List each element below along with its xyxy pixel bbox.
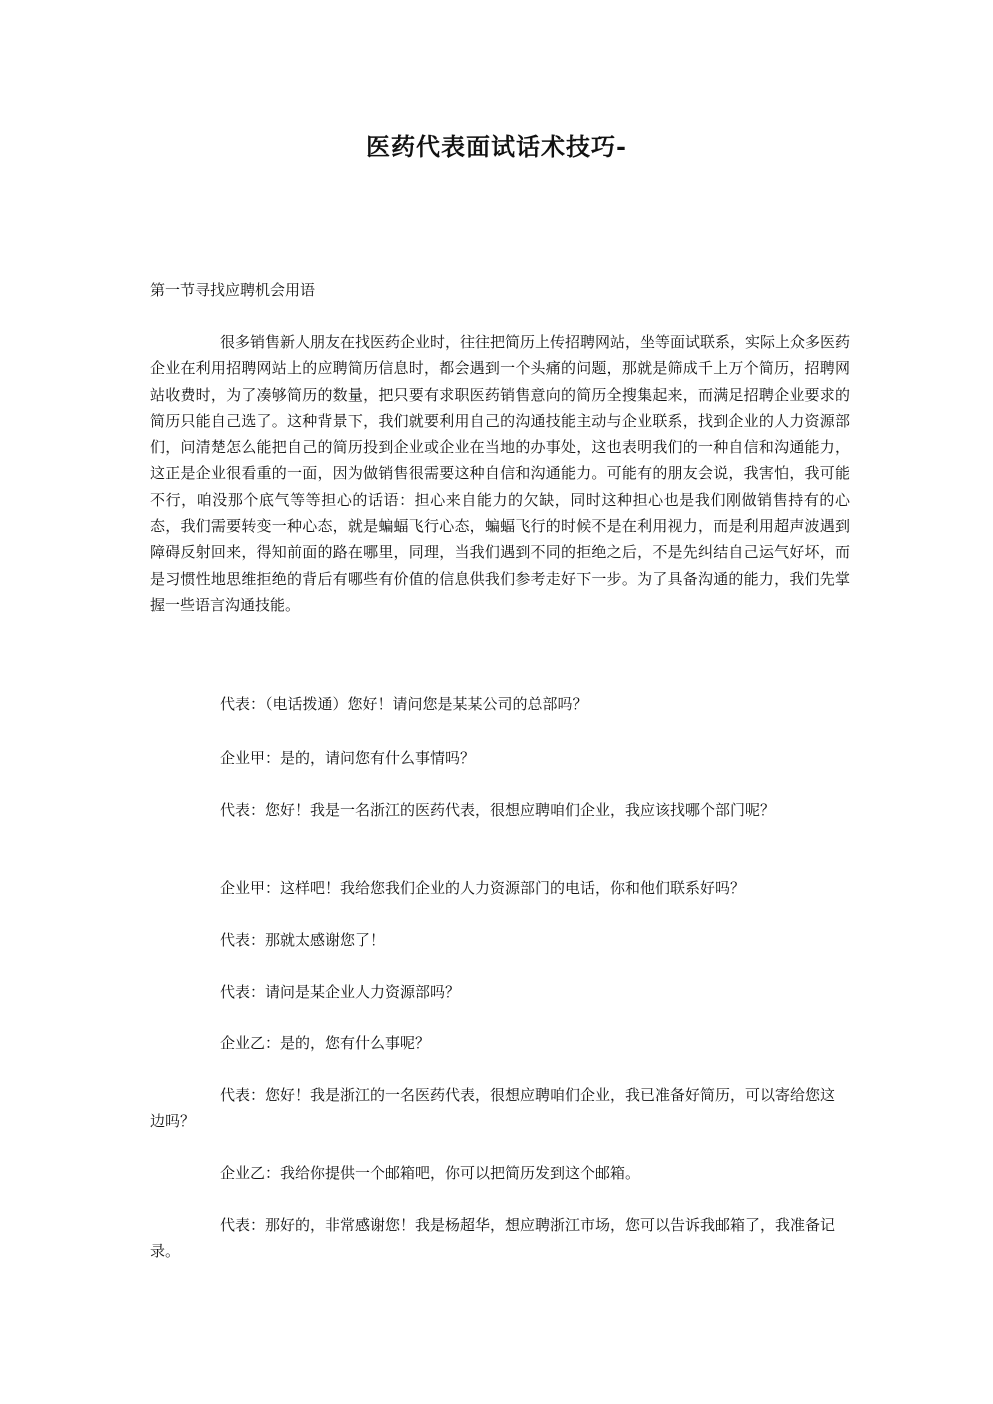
dialogue-line: 代表：（电话拨通）您好！请问您是某某公司的总部吗？ xyxy=(220,695,588,713)
dialogue-line: 代表：您好！我是浙江的一名医药代表，很想应聘咱们企业，我已准备好简历，可以寄给您这边吗？ xyxy=(150,1086,836,1130)
intro-paragraph: 很多销售新人朋友在找医药企业时，往往把简历上传招聘网站，坐等面试联系，实际上众多医药企业在利用招聘网站上的应聘简历信息时，都会遇到一个头痛的问题，那就是筛成千上万个简历，招聘网站收费时，为了凑够简历的数量，把只要有求职医药销售意向的简历全搜集起来，而满足招聘企业要求的简历只能自己选了。这种背景下，我们就要利用自己的沟通技能主动与企业联系，找到企业的人力资源部们，问清楚怎么能把自己的简历投到企业或企业在当地的办事处，这也表明我们的一种自信和沟通能力，这正是企业很看重的一面，因为做销售很需要这种自信和沟通能力。可能有的朋友会说，我害怕，我可能不行，咱没那个底气等等担心的话语：担心来自能力的欠缺，同时这种担心也是我们刚做销售持有的心态，我们需要转变一种心态，就是蝙蝠飞行心态，蝙蝠飞行的时候不是在利用视力，而是利用超声波遇到障碍反射回来，得知前面的路在哪里，同理，当我们遇到不同的拒绝之后，不是先纠结自己运气好坏，而是习惯性地思维拒绝的背后有哪些有价值的信息供我们参考走好下一步。为了具备沟通的能力，我们先掌握一些语言沟通技能。 xyxy=(150,333,851,614)
dialogue-line: 代表：那就太感谢您了！ xyxy=(220,931,386,949)
dialogue-line: 企业甲：是的，请问您有什么事情吗？ xyxy=(220,749,476,767)
document-title: 医药代表面试话术技巧- xyxy=(366,132,627,161)
dialogue-line: 代表：请问是某企业人力资源部吗？ xyxy=(220,983,461,1001)
dialogue-line: 代表：那好的，非常感谢您！我是杨超华，想应聘浙江市场，您可以告诉我邮箱了，我准备记录。 xyxy=(150,1216,836,1260)
section-heading: 第一节寻找应聘机会用语 xyxy=(150,281,316,299)
dialogue-line: 企业乙：我给你提供一个邮箱吧，你可以把简历发到这个邮箱。 xyxy=(220,1164,641,1182)
dialogue-line: 代表：您好！我是一名浙江的医药代表，很想应聘咱们企业，我应该找哪个部门呢？ xyxy=(220,801,776,819)
dialogue-line: 企业乙：是的，您有什么事呢？ xyxy=(220,1034,431,1052)
dialogue-line: 企业甲：这样吧！我给您我们企业的人力资源部门的电话，你和他们联系好吗？ xyxy=(220,879,746,897)
